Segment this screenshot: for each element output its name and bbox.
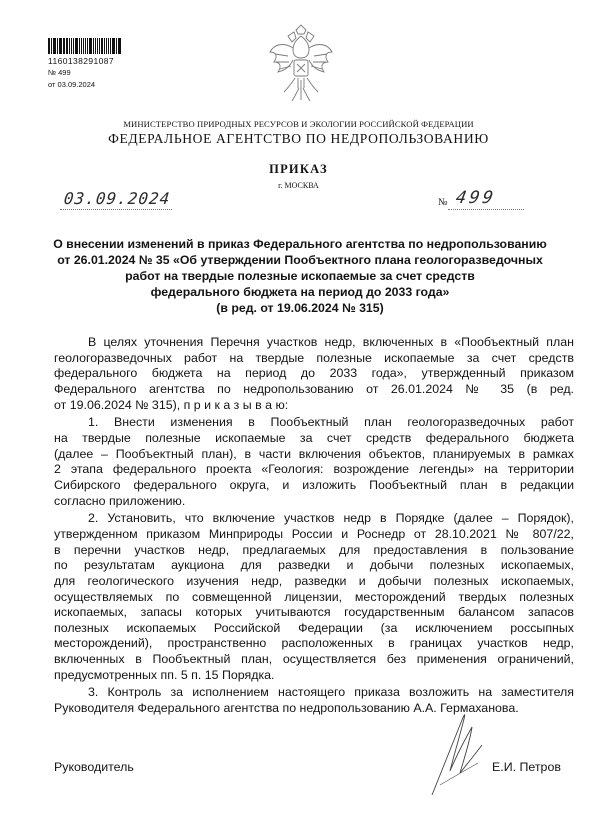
title-line: (в ред. от 19.06.2024 № 315) <box>216 300 384 315</box>
barcode-bar <box>79 38 80 54</box>
barcode-bar <box>51 38 52 54</box>
barcode-bar <box>71 38 72 54</box>
barcode-bar <box>119 38 121 54</box>
registration-date: от 03.09.2024 <box>48 80 96 89</box>
barcode-bar <box>116 38 117 54</box>
text-line: 1. Внести изменения в Пообъектный план геологоразведочных работ <box>88 415 574 430</box>
ministry-name: МИНИСТЕРСТВО ПРИРОДНЫХ РЕСУРСОВ И ЭКОЛОГИИ РОССИЙСКОЙ ФЕДЕРАЦИИ <box>123 119 474 129</box>
handwritten-date: 03.09.2024 <box>63 189 172 208</box>
text-line: Федерального агентства по недропользованию от 26.01.2024 № 35 (в ред. <box>54 381 574 396</box>
number-sign: № <box>438 197 448 208</box>
registration-number: № 499 <box>48 68 71 77</box>
barcode-bar <box>81 38 82 54</box>
paragraph-item-1 <box>54 415 574 509</box>
text-line: утвержденном приказом Минприроды России и Роснедр от 28.10.2021 № 807/22, <box>54 526 574 541</box>
barcode-bar <box>75 38 78 54</box>
barcode-bar <box>48 38 50 54</box>
coat-of-arms-icon <box>266 22 336 104</box>
barcode-bar <box>83 38 85 54</box>
barcode-bar <box>110 38 111 54</box>
handwritten-signature-icon <box>420 705 500 800</box>
title-line: от 26.01.2024 № 35 «Об утверждении Пообъектного плана геологоразведочных <box>57 252 543 267</box>
text-line: 2 этапа федерального проекта «Геология: возрождение легенды» на территории <box>54 462 574 477</box>
text-line: 2. Установить, что включение участков недр в Порядке (далее – Порядок), <box>88 511 574 526</box>
text-line: на твердые полезные ископаемые за счет средств федерального бюджета <box>54 430 574 445</box>
paragraph-item-2 <box>54 511 574 683</box>
text-line: (далее – Пообъектный план), в части включения объектов, планируемых в рамках <box>54 446 574 461</box>
barcode-bar <box>87 38 88 54</box>
barcode-number: 1160138291087 <box>48 56 115 66</box>
text-line: Сибирского федерального округа, и изложить Пообъектный план в редакции <box>54 477 574 492</box>
document-type: ПРИКАЗ <box>269 162 328 176</box>
text-line: по результатам аукциона для разведки и добычи полезных ископаемых, <box>54 558 574 573</box>
barcode-bar <box>57 38 58 54</box>
barcode-bar <box>95 38 97 54</box>
barcode-bar <box>53 38 54 54</box>
barcode-bar <box>64 38 65 54</box>
text-line: предусмотренных пп. 5 п. 15 Порядка. <box>54 667 275 682</box>
text-line: геологоразведочных работ на твердые полезные ископаемые за счет средств <box>54 350 574 365</box>
document-title <box>40 237 560 317</box>
barcode-bar <box>85 38 86 54</box>
text-line: согласно приложению. <box>54 493 186 508</box>
text-line: от 19.06.2024 № 315), п р и к а з ы в а ю: <box>54 397 289 412</box>
barcode-bar <box>118 38 119 54</box>
barcode <box>48 38 122 54</box>
barcode-bar <box>101 38 103 54</box>
date-line <box>60 209 172 210</box>
text-line: В целях уточнения Перечня участков недр, включенных в «Пообъектный план <box>88 335 574 349</box>
barcode-bar <box>104 38 105 54</box>
agency-name: ФЕДЕРАЛЬНОЕ АГЕНТСТВО ПО НЕДРОПОЛЬЗОВАНИЮ <box>108 131 489 146</box>
text-line: полезных ископаемых Российской Федерации (за исключением россыпных <box>54 620 574 635</box>
barcode-bar <box>97 38 98 54</box>
barcode-bar <box>93 38 94 54</box>
title-line: О внесении изменений в приказ Федерального агентства по недропользованию <box>53 237 547 251</box>
city: г. МОСКВА <box>278 181 319 190</box>
text-line: Руководителя Федерального агентства по недропользованию А.А. Гермаханова. <box>54 701 519 716</box>
barcode-bar <box>54 38 56 54</box>
signatory-position: Руководитель <box>54 760 134 774</box>
barcode-bar <box>73 38 75 54</box>
text-line: для геологического изучения недр, разведки и добычи полезных ископаемых, <box>54 573 574 588</box>
title-line: федерального бюджета на период до 2033 года» <box>150 284 450 299</box>
handwritten-number: 499 <box>454 188 498 208</box>
number-line <box>448 209 524 210</box>
text-line: включенных в Пообъектный план, осуществляется без применения ограничений, <box>54 652 574 667</box>
text-line: месторождений), пространственно расположенных в границах участков недр, <box>54 636 574 651</box>
barcode-bar <box>108 38 109 54</box>
barcode-bar <box>59 38 62 54</box>
barcode-bar <box>63 38 64 54</box>
barcode-bar <box>99 38 100 54</box>
barcode-bar <box>112 38 115 54</box>
text-line: 3. Контроль за исполнением настоящего приказа возложить на заместителя <box>88 685 574 700</box>
title-line: работ на твердые полезные ископаемые за счет средств <box>125 268 475 283</box>
signatory-name: Е.И. Петров <box>492 760 561 774</box>
barcode-bar <box>69 38 70 54</box>
text-line: осуществляемых по совмещенной лицензии, месторождений твердых полезных <box>54 589 574 604</box>
barcode-bar <box>89 38 92 54</box>
text-line: федерального бюджета на период до 2033 года», утвержденный приказом <box>54 366 574 381</box>
text-line: в перечни участков недр, предлагаемых для предоставления в пользование <box>54 542 574 557</box>
document-body <box>54 335 574 719</box>
paragraph-preamble <box>54 335 574 413</box>
barcode-bar <box>66 38 68 54</box>
text-line: ископаемых, запасы которых учитываются государственным балансом запасов <box>54 605 574 620</box>
barcode-bar <box>106 38 108 54</box>
